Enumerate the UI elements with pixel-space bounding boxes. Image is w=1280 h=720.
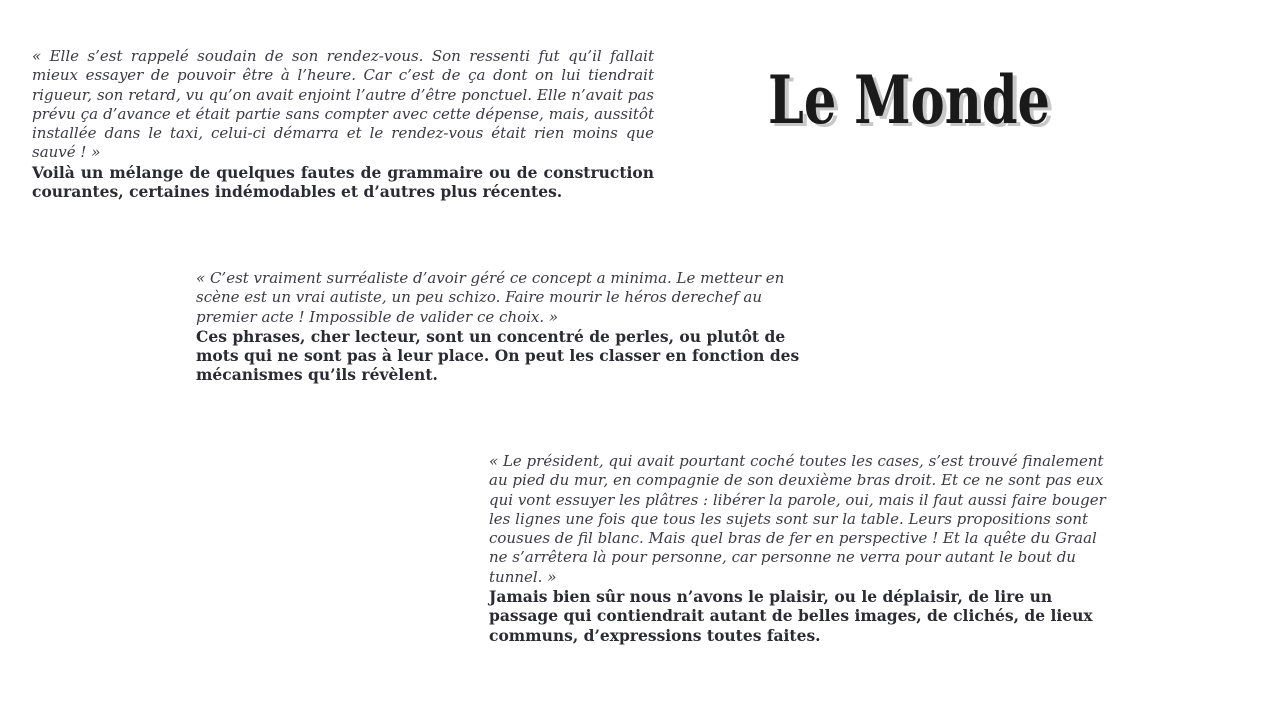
comment-text-1: Voilà un mélange de quelques fautes de grammaire ou de construction courantes, certaines indémodables et d’autres plus récentes. <box>32 162 654 202</box>
text-block-3 <box>489 452 1114 645</box>
quote-text-2: « C’est vraiment surréaliste d’avoir géré ce concept a minima. Le metteur en scène est un vrai autiste, un peu schizo. Faire mourir le héros derechef au premier acte ! Impossible de valider ce choix. » <box>196 269 785 326</box>
quote-text-3: « Le président, qui avait pourtant coché toutes les cases, s’est trouvé finalement au pied du mur, en compagnie de son deuxième bras droit. Et ce ne sont pas eux qui vont essuyer les plâtres : libérer la parole, oui, mais il faut aussi faire bouger les lignes une fois que tous les sujets sont sur la table. Leurs propositions sont cousues de fil blanc. Mais quel bras de fer en perspective ! Et la quête du Graal ne s’arrêtera là pour personne, car personne ne verra pour autant le bout du tunnel. » <box>489 452 1106 586</box>
logo-shadow: Le Monde <box>772 64 1054 140</box>
text-block-2 <box>196 269 821 385</box>
comment-text-2: Ces phrases, cher lecteur, sont un concentré de perles, ou plutôt de mots qui ne sont pas à leur place. On peut les classer en fonction des mécanismes qu’ils révèlent. <box>196 326 800 385</box>
le-monde-logo <box>764 60 1064 140</box>
text-block-1 <box>32 47 654 201</box>
logo-graphic <box>764 60 1064 140</box>
comment-text-3: Jamais bien sûr nous n’avons le plaisir, ou le déplaisir, de lire un passage qui contiendrait autant de belles images, de clichés, de lieux communs, d’expressions toutes faites. <box>489 587 1093 645</box>
logo-wordmark: Le Monde <box>768 61 1050 139</box>
quote-text-1: « Elle s’est rappelé soudain de son rendez-vous. Son ressenti fut qu’il fallait mieux essayer de pouvoir être à l’heure. Car c’est de ça dont on lui tiendrait rigueur, son retard, vu qu’on avait enjoint l’autre d’être ponctuel. Elle n’avait pas prévu ça d’avance et était partie sans compter avec cette dépense, mais, aussitôt installée dans le taxi, celui-ci démarra et le rendez-vous était rien moins que sauvé ! » <box>32 47 654 162</box>
